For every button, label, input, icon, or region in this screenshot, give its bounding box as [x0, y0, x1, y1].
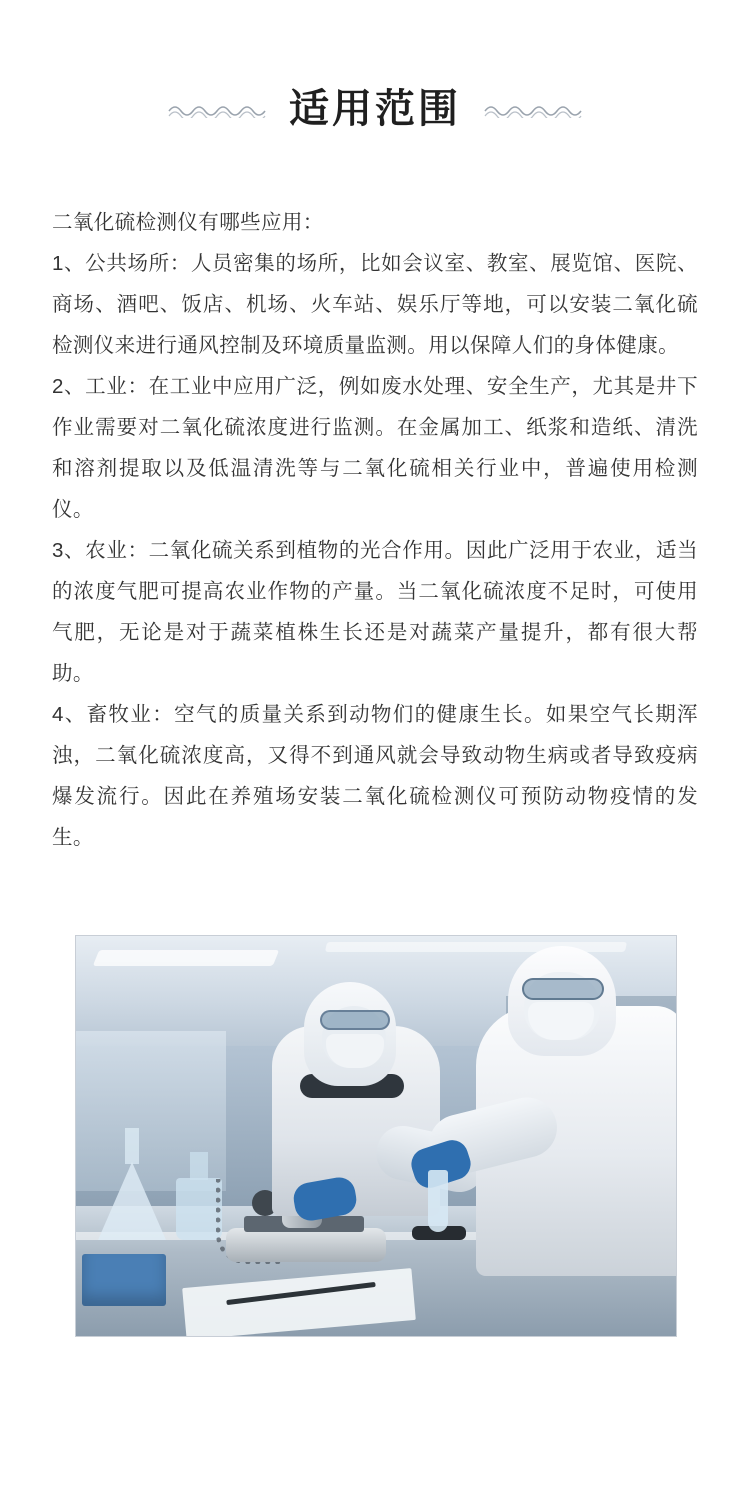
photo-flask-left [98, 1162, 166, 1240]
page-header [0, 0, 750, 166]
photo-blue-container [82, 1254, 166, 1306]
paragraph-agriculture: 3、农业：二氧化硫关系到植物的光合作用。因此广泛用于农业，适当的浓度气肥可提高农业作物的产量。当二氧化硫浓度不足时，可使用气肥，无论是对于蔬菜植株生长还是对蔬菜产量提升，都有很大帮助。 [52, 538, 698, 685]
paragraph-intro: 二氧化硫检测仪有哪些应用： [52, 210, 324, 234]
photo-test-tube [428, 1170, 448, 1232]
photo-technician-right-goggles [522, 978, 604, 1000]
photo-technician-left-goggles [320, 1010, 390, 1030]
article-body [0, 166, 750, 858]
paragraph-industry: 2、工业：在工业中应用广泛，例如废水处理、安全生产，尤其是井下作业需要对二氧化硫浓度进行监测。在金属加工、纸浆和造纸、清洗和溶剂提取以及低温清洗等与二氧化硫相关行业中，普遍使用检测仪。 [52, 374, 698, 521]
paragraph-public-places: 1、公共场所：人员密集的场所，比如会议室、教室、展览馆、医院、商场、酒吧、饭店、机场、火车站、娱乐厅等地，可以安装二氧化硫检测仪来进行通风控制及环境质量监测。用以保障人们的身体健康。 [52, 251, 698, 357]
photo-microscope-base [226, 1228, 386, 1262]
squiggle-left-icon [167, 100, 267, 118]
lab-photo-container [75, 935, 675, 1335]
page-title: 适用范围 [289, 86, 461, 131]
lab-photo [75, 935, 677, 1337]
paragraph-animal-husbandry: 4、畜牧业：空气的质量关系到动物们的健康生长。如果空气长期浑浊，二氧化硫浓度高，又得不到通风就会导致动物生病或者导致疫病爆发流行。因此在养殖场安装二氧化硫检测仪可预防动物疫情的发生。 [52, 702, 698, 849]
squiggle-right-icon [483, 100, 583, 118]
photo-technician-right-mask [528, 1002, 594, 1040]
